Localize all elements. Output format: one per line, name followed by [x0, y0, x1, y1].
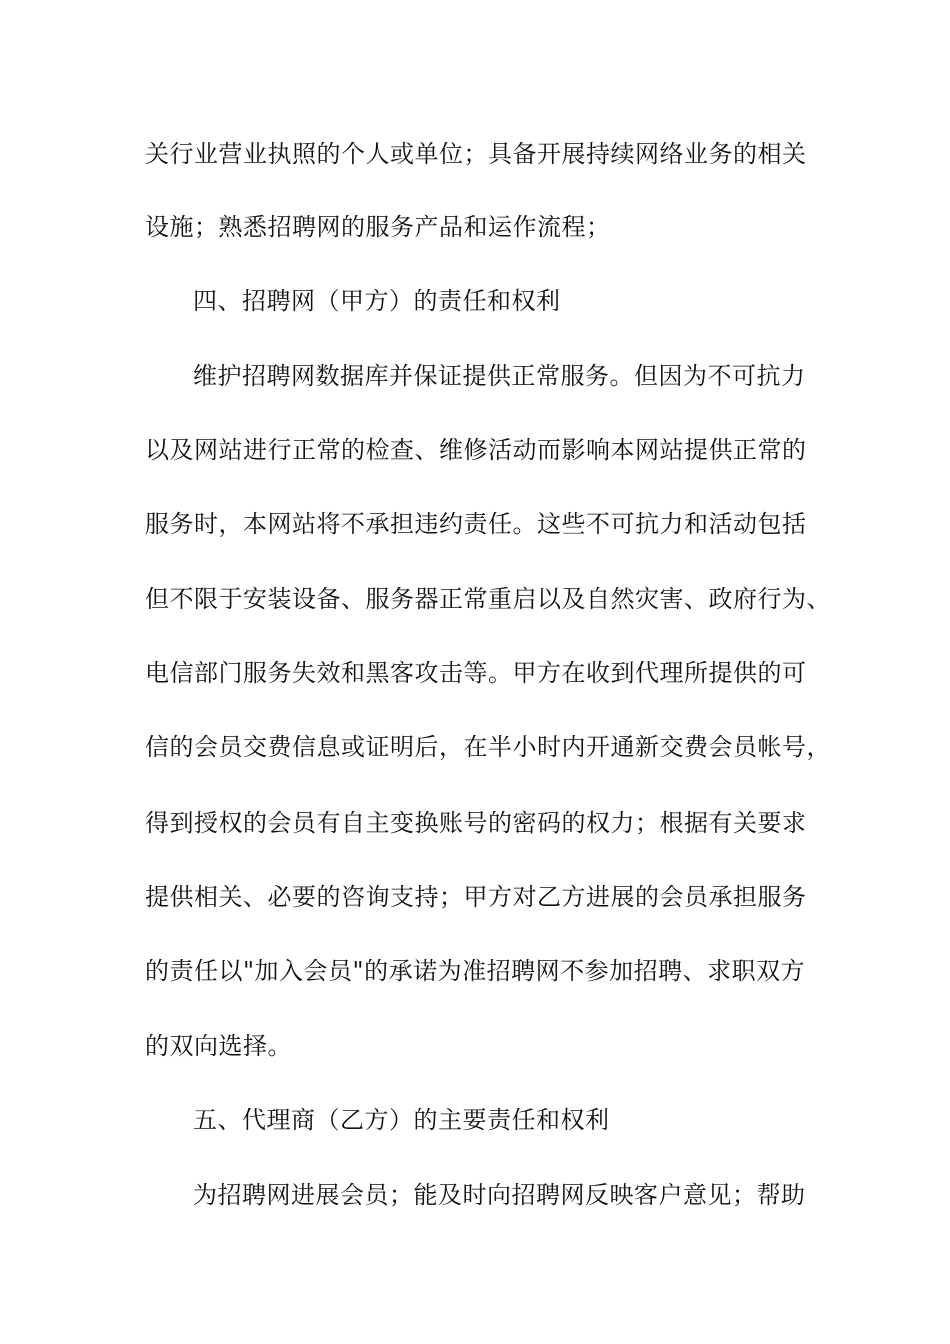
paragraph-start: 为招聘网进展会员；能及时向招聘网反映客户意见；帮助	[193, 1181, 806, 1209]
body-text-line: 电信部门服务失效和黑客攻击等。甲方在收到代理所提供的可	[145, 659, 807, 687]
body-text-line: 的双向选择。	[145, 1032, 292, 1060]
paragraph-start: 维护招聘网数据库并保证提供正常服务。但因为不可抗力	[193, 362, 806, 390]
body-text-line: 得到授权的会员有自主变换账号的密码的权力；根据有关要求	[145, 809, 807, 837]
body-text-line: 信的会员交费信息或证明后，在半小时内开通新交费会员帐号，	[145, 733, 831, 761]
body-text-line: 但不限于安装设备、服务器正常重启以及自然灾害、政府行为、	[145, 585, 831, 613]
body-text-line: 提供相关、必要的咨询支持；甲方对乙方进展的会员承担服务	[145, 883, 807, 911]
body-text-line: 服务时，本网站将不承担违约责任。这些不可抗力和活动包括	[145, 510, 807, 538]
body-text-line: 设施；熟悉招聘网的服务产品和运作流程；	[145, 213, 611, 241]
body-text-line: 以及网站进行正常的检查、维修活动而影响本网站提供正常的	[145, 436, 807, 464]
body-text-line: 关行业营业执照的个人或单位；具备开展持续网络业务的相关	[145, 140, 807, 168]
section-heading-5: 五、代理商（乙方）的主要责任和权利	[193, 1106, 610, 1134]
section-heading-4: 四、招聘网（甲方）的责任和权利	[193, 287, 561, 315]
body-text-line: 的责任以"加入会员"的承诺为准招聘网不参加招聘、求职双方	[145, 957, 806, 985]
